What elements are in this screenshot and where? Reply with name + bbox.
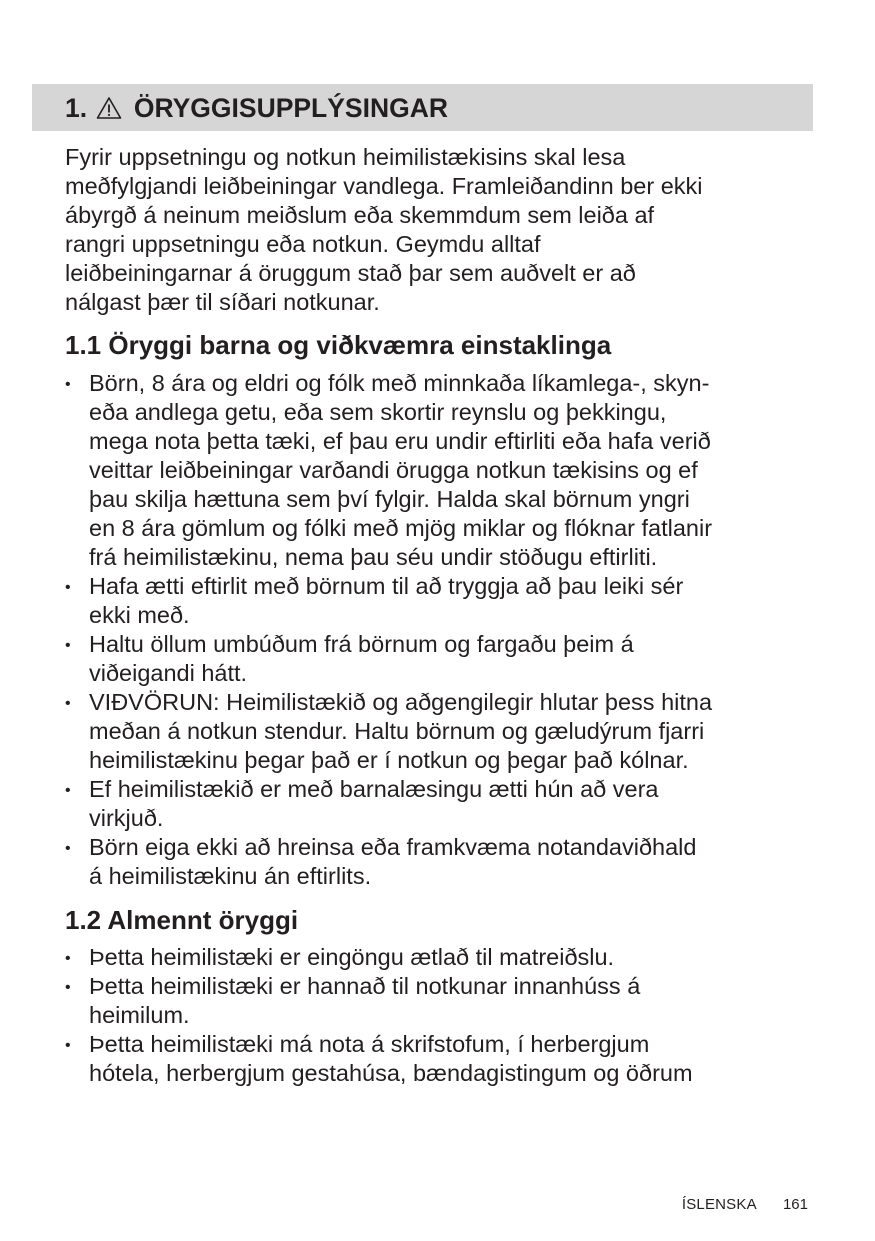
- list-item-line: Hafa ætti eftirlit með börnum til að tryggja að þau leiki sér: [89, 573, 684, 599]
- general-safety-list: [65, 943, 825, 1088]
- page-footer: [682, 1196, 808, 1214]
- bullet-dot-icon: •: [65, 637, 71, 654]
- list-item-line: en 8 ára gömlum og fólki með mjög miklar og flóknar fatlanir: [89, 515, 713, 541]
- bullet-dot-icon: •: [65, 695, 71, 712]
- list-item-line: Þetta heimilistæki er eingöngu ætlað til matreiðslu.: [89, 944, 615, 970]
- list-item-line: meðan á notkun stendur. Haltu börnum og gæludýrum fjarri: [89, 718, 705, 744]
- list-item-line: Þetta heimilistæki er hannað til notkunar innanhúss á: [89, 973, 641, 999]
- list-item-line: á heimilistækinu án eftirlits.: [89, 863, 372, 889]
- subsection-heading-general-safety: 1.2 Almennt öryggi: [65, 905, 299, 935]
- list-item: [65, 943, 825, 972]
- bullet-dot-icon: •: [65, 979, 71, 996]
- bullet-dot-icon: •: [65, 950, 71, 967]
- list-item-line: eða andlega getu, eða sem skortir reynslu og þekkingu,: [89, 399, 667, 425]
- list-item-line: ekki með.: [89, 602, 190, 628]
- bullet-dot-icon: •: [65, 840, 71, 857]
- list-item-line: frá heimilistækinu, nema þau séu undir stöðugu eftirliti.: [89, 544, 658, 570]
- page-number: 161: [782, 1196, 808, 1213]
- list-item-line: heimilum.: [89, 1002, 190, 1028]
- list-item: [65, 775, 825, 833]
- intro-line: meðfylgjandi leiðbeiningar vandlega. Framleiðandinn ber ekki: [65, 173, 703, 199]
- list-item-line: virkjuð.: [89, 805, 164, 831]
- section-title-text: ÖRYGGISUPPLÝSINGAR: [133, 93, 448, 123]
- list-item-line: Börn eiga ekki að hreinsa eða framkvæma notandaviðhald: [89, 834, 697, 860]
- list-item-line: þau skilja hættuna sem því fylgir. Halda skal börnum yngri: [89, 486, 690, 512]
- list-item-line: Haltu öllum umbúðum frá börnum og fargaðu þeim á: [89, 631, 634, 657]
- list-item: [65, 833, 825, 891]
- list-item: [65, 630, 825, 688]
- list-item: [65, 572, 825, 630]
- list-item-line: veittar leiðbeiningar varðandi örugga notkun tækisins og ef: [89, 457, 698, 483]
- list-item-line: Börn, 8 ára og eldri og fólk með minnkaða líkamlega-, skyn-: [89, 370, 710, 396]
- list-item-line: mega nota þetta tæki, ef þau eru undir eftirliti eða hafa verið: [89, 428, 711, 454]
- section-title: [65, 93, 448, 123]
- intro-line: leiðbeiningarnar á öruggum stað þar sem auðvelt er að: [65, 260, 636, 286]
- list-item-line: Þetta heimilistæki má nota á skrifstofum, í herbergjum: [89, 1031, 650, 1057]
- subsection-heading-children-safety: 1.1 Öryggi barna og viðkvæmra einstaklinga: [65, 330, 612, 360]
- warning-triangle-icon: [96, 96, 122, 120]
- children-safety-list: [65, 369, 825, 891]
- list-item-line: VIÐVÖRUN: Heimilistækið og aðgengilegir hlutar þess hitna: [89, 689, 713, 715]
- section-header-bar: [32, 84, 813, 131]
- list-item: [65, 972, 825, 1030]
- intro-line: Fyrir uppsetningu og notkun heimilistækisins skal lesa: [65, 144, 626, 170]
- list-item-line: heimilistækinu þegar það er í notkun og þegar það kólnar.: [89, 747, 689, 773]
- list-item-line: viðeigandi hátt.: [89, 660, 248, 686]
- intro-paragraph: [65, 143, 825, 317]
- intro-line: ábyrgð á neinum meiðslum eða skemmdum sem leiða af: [65, 202, 655, 228]
- footer-language: ÍSLENSKA: [681, 1196, 757, 1213]
- intro-line: nálgast þær til síðari notkunar.: [65, 289, 380, 315]
- section-number: 1.: [65, 93, 88, 123]
- bullet-dot-icon: •: [65, 1037, 71, 1054]
- list-item: [65, 688, 825, 775]
- bullet-dot-icon: •: [65, 376, 71, 393]
- bullet-dot-icon: •: [65, 579, 71, 596]
- intro-line: rangri uppsetningu eða notkun. Geymdu alltaf: [65, 231, 541, 257]
- list-item-line: Ef heimilistækið er með barnalæsingu ætti hún að vera: [89, 776, 659, 802]
- bullet-dot-icon: •: [65, 782, 71, 799]
- list-item-line: hótela, herbergjum gestahúsa, bændagistingum og öðrum: [89, 1060, 693, 1086]
- list-item: [65, 369, 825, 572]
- list-item: [65, 1030, 825, 1088]
